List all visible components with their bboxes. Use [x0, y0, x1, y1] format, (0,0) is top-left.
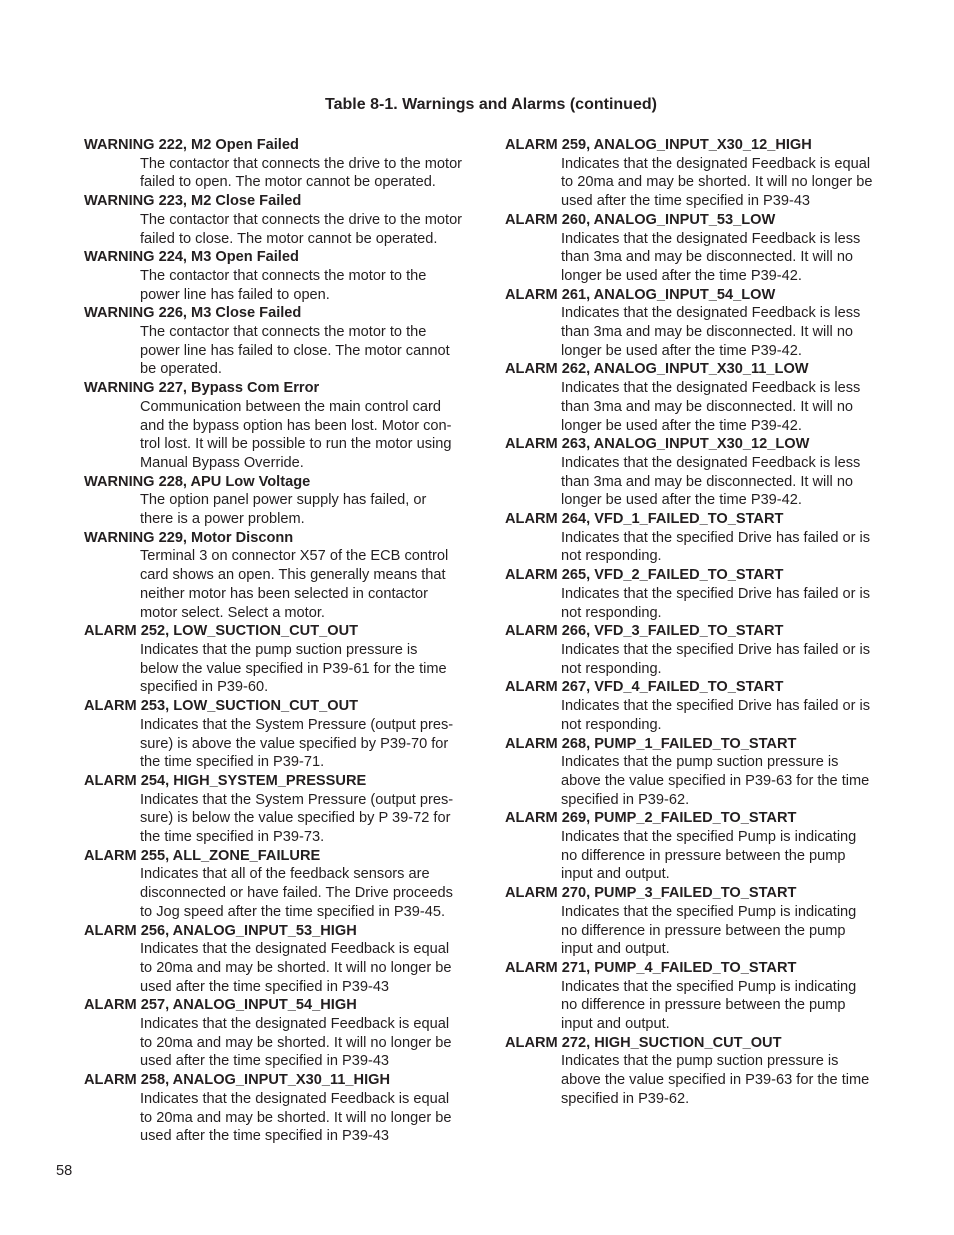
entry-description: Indicates that all of the feedback sensors are disconnected or have failed. The Drive proceeds to Jog speed after the time specified in P39-45.: [140, 866, 453, 920]
list-item: [505, 1034, 905, 1109]
entry-description: Indicates that the designated Feedback is equal to 20ma and may be shorted. It will no longer be used after the time specified in P39-43: [140, 1090, 452, 1145]
entry-heading: ALARM 271, PUMP_4_FAILED_TO_START: [505, 959, 797, 976]
entry-heading: ALARM 252, LOW_SUCTION_CUT_OUT: [84, 623, 359, 640]
list-item: [84, 192, 484, 248]
entry-heading: ALARM 254, HIGH_SYSTEM_PRESSURE: [84, 772, 367, 789]
list-item: [84, 697, 484, 772]
entry-description: The contactor that connects the drive to the motor failed to open. The motor cannot be operated.: [140, 155, 463, 191]
list-item: [84, 136, 484, 192]
list-item: [84, 847, 484, 922]
entry-heading: ALARM 257, ANALOG_INPUT_54_HIGH: [84, 997, 357, 1014]
entry-description: Indicates that the specified Pump is indicating no difference in pressure between the pump input and output.: [561, 978, 857, 1033]
entry-description: Indicates that the designated Feedback is less than 3ma and may be disconnected. It will no longer be used after the time P39-42.: [561, 380, 861, 434]
entry-heading: ALARM 270, PUMP_3_FAILED_TO_START: [505, 885, 797, 902]
entry-description: Indicates that the specified Drive has failed or is not responding.: [561, 641, 871, 677]
entry-description: Terminal 3 on connector X57 of the ECB control card shows an open. This generally means that neither motor has been selected in contactor motor select. Select a motor.: [140, 548, 449, 621]
entry-heading: ALARM 269, PUMP_2_FAILED_TO_START: [505, 810, 797, 827]
entry-description: The contactor that connects the drive to the motor failed to close. The motor cannot be operated.: [140, 211, 463, 247]
entry-description: Indicates that the designated Feedback is less than 3ma and may be disconnected. It will no longer be used after the time P39-42.: [561, 454, 861, 509]
entry-description: Indicates that the specified Drive has failed or is not responding.: [561, 698, 871, 733]
entry-heading: ALARM 258, ANALOG_INPUT_X30_11_HIGH: [84, 1072, 391, 1089]
entry-description: The contactor that connects the motor to the power line has failed to close. The motor cannot be operated.: [140, 324, 450, 378]
list-item: [505, 211, 905, 286]
list-item: [505, 735, 905, 810]
entry-heading: WARNING 226, M3 Close Failed: [84, 305, 302, 322]
entry-heading: WARNING 222, M2 Open Failed: [84, 137, 299, 153]
entry-heading: WARNING 229, Motor Disconn: [84, 529, 294, 546]
list-item: [505, 678, 905, 734]
list-item: [84, 529, 484, 623]
entry-description: The contactor that connects the motor to the power line has failed to open.: [140, 267, 427, 303]
entry-description: Indicates that the designated Feedback is less than 3ma and may be disconnected. It will no longer be used after the time P39-42.: [561, 230, 861, 284]
entry-heading: ALARM 268, PUMP_1_FAILED_TO_START: [505, 735, 797, 752]
list-item: [505, 286, 905, 361]
list-item: [505, 566, 905, 622]
list-item: [505, 959, 905, 1034]
list-item: [505, 136, 905, 211]
entry-description: Indicates that the designated Feedback is equal to 20ma and may be shorted. It will no longer be used after the time specified in P39-43: [561, 155, 873, 210]
list-item: [84, 248, 484, 304]
right-column: [505, 136, 905, 1109]
entry-heading: ALARM 265, VFD_2_FAILED_TO_START: [505, 567, 784, 584]
table-title: Table 8-1. Warnings and Alarms (continued): [325, 96, 657, 113]
list-item: [84, 1071, 484, 1146]
left-column: [84, 136, 484, 1146]
entry-description: Indicates that the designated Feedback is equal to 20ma and may be shorted. It will no longer be used after the time specified in P39-43: [140, 1016, 452, 1070]
entry-heading: ALARM 267, VFD_4_FAILED_TO_START: [505, 679, 784, 696]
entry-heading: ALARM 272, HIGH_SUCTION_CUT_OUT: [505, 1034, 782, 1051]
entry-description: Indicates that the pump suction pressure is above the value specified in P39-63 for the time specified in P39-62.: [561, 1053, 870, 1107]
list-item: [84, 996, 484, 1071]
entry-description: The option panel power supply has failed, or there is a power problem.: [140, 492, 427, 528]
list-item: [84, 772, 484, 847]
entry-heading: ALARM 266, VFD_3_FAILED_TO_START: [505, 623, 784, 640]
entry-heading: ALARM 263, ANALOG_INPUT_X30_12_LOW: [505, 436, 810, 453]
entry-heading: ALARM 253, LOW_SUCTION_CUT_OUT: [84, 698, 359, 715]
list-item: [84, 379, 484, 473]
list-item: [505, 510, 905, 566]
list-item: [84, 473, 484, 529]
entry-description: Communication between the main control card and the bypass option has been lost. Motor con- trol lost. It will be possible to run the motor using Manual Bypass Override.: [140, 398, 452, 471]
list-item: [505, 360, 905, 435]
entry-description: Indicates that the designated Feedback is less than 3ma and may be disconnected. It will no longer be used after the time P39-42.: [561, 305, 861, 359]
entry-heading: ALARM 261, ANALOG_INPUT_54_LOW: [505, 286, 776, 303]
entry-heading: ALARM 262, ANALOG_INPUT_X30_11_LOW: [505, 361, 809, 378]
entry-description: Indicates that the specified Drive has failed or is not responding.: [561, 529, 871, 565]
list-item: [84, 304, 484, 379]
list-item: [505, 809, 905, 884]
entry-description: Indicates that the specified Drive has failed or is not responding.: [561, 585, 871, 621]
entry-heading: ALARM 264, VFD_1_FAILED_TO_START: [505, 511, 784, 528]
entry-heading: WARNING 223, M2 Close Failed: [84, 193, 302, 210]
page-number: 58: [56, 1163, 73, 1179]
entry-description: Indicates that the specified Pump is indicating no difference in pressure between the pump input and output.: [561, 829, 857, 883]
entry-heading: ALARM 256, ANALOG_INPUT_53_HIGH: [84, 922, 357, 939]
list-item: [84, 922, 484, 997]
list-item: [505, 435, 905, 510]
entry-heading: WARNING 227, Bypass Com Error: [84, 380, 320, 397]
entry-description: Indicates that the pump suction pressure is above the value specified in P39-63 for the time specified in P39-62.: [561, 754, 870, 808]
entry-description: Indicates that the System Pressure (output pres- sure) is below the value specified by P 39-72 for the time specified in P39-73.: [140, 791, 454, 846]
entry-description: Indicates that the pump suction pressure is below the value specified in P39-61 for the time specified in P39-60.: [140, 641, 447, 696]
entry-description: Indicates that the System Pressure (output pres- sure) is above the value specified by P39-70 for the time specified in P39-71.: [140, 716, 454, 771]
entry-heading: ALARM 259, ANALOG_INPUT_X30_12_HIGH: [505, 137, 812, 153]
list-item: [84, 622, 484, 697]
entry-heading: ALARM 255, ALL_ZONE_FAILURE: [84, 847, 321, 864]
entry-description: Indicates that the specified Pump is indicating no difference in pressure between the pump input and output.: [561, 903, 857, 958]
entry-description: Indicates that the designated Feedback is equal to 20ma and may be shorted. It will no longer be used after the time specified in P39-43: [140, 941, 452, 995]
entry-heading: WARNING 224, M3 Open Failed: [84, 249, 299, 266]
list-item: [505, 622, 905, 678]
list-item: [505, 884, 905, 959]
entry-heading: ALARM 260, ANALOG_INPUT_53_LOW: [505, 211, 776, 228]
entry-heading: WARNING 228, APU Low Voltage: [84, 473, 311, 490]
